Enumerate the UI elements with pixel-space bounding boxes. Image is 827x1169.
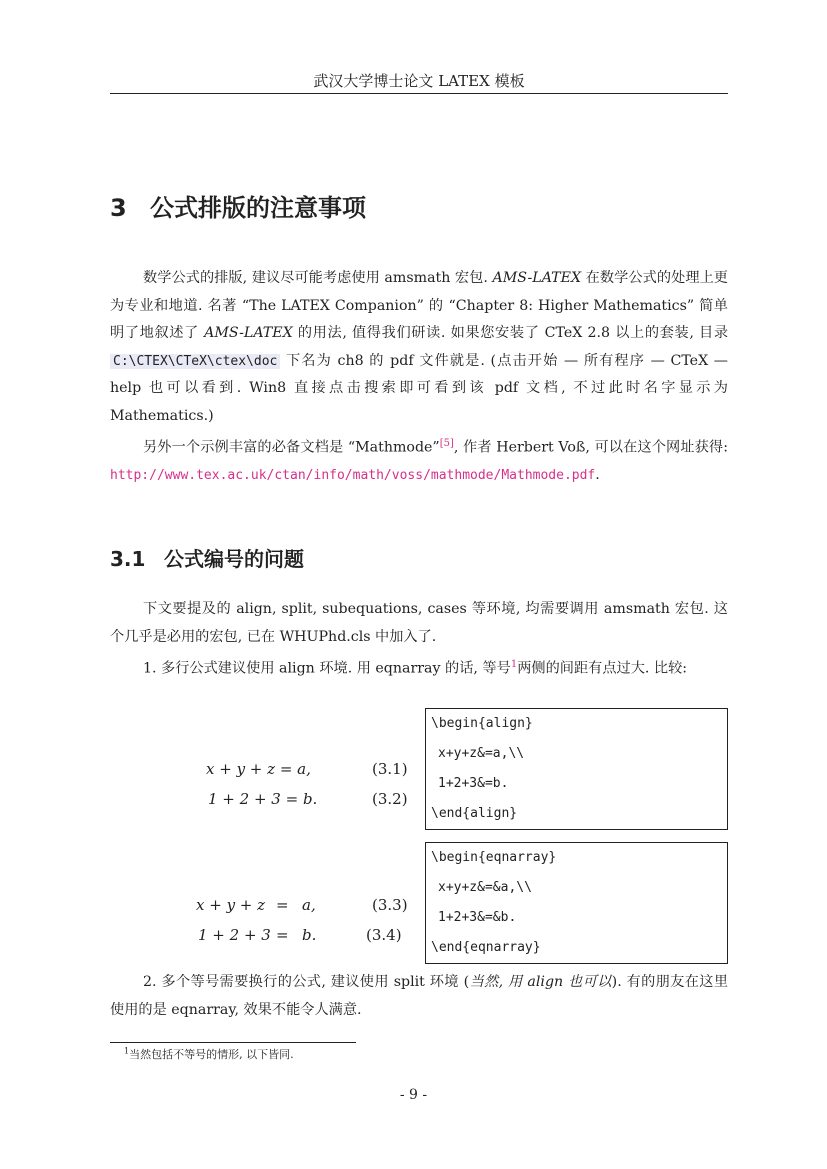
footnote bbox=[124, 1046, 294, 1062]
emphasis-text: 当然, 用 align 也可以 bbox=[469, 974, 612, 990]
equation-number: (3.3) bbox=[372, 896, 408, 914]
ams-latex-logo: AMS-LATEX bbox=[492, 270, 582, 286]
paragraph: 2. 多个等号需要换行的公式, 建议使用 split 环境 (当然, 用 align 也可以). 有的朋友在这里使用的是 eqnarray, 效果不能令人满意. bbox=[110, 974, 729, 1018]
code-line: 1+2+3&=&b. bbox=[438, 910, 517, 925]
footnote-rule bbox=[110, 1042, 356, 1043]
code-line: \end{eqnarray} bbox=[431, 940, 541, 955]
subsection-number: 3.1 bbox=[110, 547, 146, 571]
equation-3-3-rhs: a, bbox=[302, 896, 316, 914]
eqnarray-code-box bbox=[425, 842, 728, 964]
equation-3-2: 1 + 2 + 3 = b. bbox=[208, 790, 318, 808]
code-line: \begin{eqnarray} bbox=[431, 850, 557, 865]
intro-text bbox=[110, 265, 728, 490]
equation-relation: = bbox=[276, 896, 289, 914]
code-line: \begin{align} bbox=[431, 716, 533, 731]
closing-text bbox=[110, 969, 728, 1024]
equation-3-4-lhs: 1 + 2 + 3 bbox=[198, 926, 271, 944]
footnote-ref[interactable]: 1 bbox=[510, 659, 518, 670]
paragraph: 另外一个示例丰富的必备文档是 “Mathmode”[5], 作者 Herbert Voß, 可以在这个网址获得: http://www.tex.ac.uk/ctan/info/math/voss/mathmode/Mathmode.pdf. bbox=[110, 438, 728, 484]
equation-number: (3.1) bbox=[372, 760, 408, 778]
section-title: 公式排版的注意事项 bbox=[150, 194, 366, 222]
section-number: 3 bbox=[110, 194, 127, 222]
page-number: - 9 - bbox=[399, 1087, 428, 1103]
ams-latex-logo: AMS-LATEX bbox=[204, 325, 293, 341]
subsection-title: 公式编号的问题 bbox=[164, 547, 304, 571]
footnote-mark: 1 bbox=[124, 1046, 130, 1056]
mathmode-url-link[interactable]: http://www.tex.ac.uk/ctan/info/math/voss/mathmode/Mathmode.pdf bbox=[110, 468, 596, 484]
equation-number: (3.4) bbox=[366, 926, 402, 944]
doc-path: C:\CTEX\CTeX\ctex\doc bbox=[110, 354, 280, 369]
paragraph: 下文要提及的 align, split, subequations, cases 等环境, 均需要调用 amsmath 宏包. 这个几乎是必用的宏包, 已在 WHUPhd.cls 中加入了. bbox=[110, 601, 728, 645]
subsection-heading bbox=[110, 543, 304, 572]
equation-3-4-rhs: b. bbox=[302, 926, 317, 944]
equation-3-3-lhs: x + y + z bbox=[196, 896, 266, 914]
header-rule bbox=[110, 93, 728, 94]
running-header: 武汉大学博士论文 LATEX 模板 bbox=[313, 72, 525, 90]
citation-link[interactable]: [5] bbox=[439, 438, 454, 449]
equation-relation: = bbox=[276, 926, 289, 944]
equation-number: (3.2) bbox=[372, 790, 408, 808]
code-line: x+y+z&=&a,\\ bbox=[438, 880, 532, 895]
footnote-text: 当然包括不等号的情形, 以下皆同. bbox=[129, 1048, 294, 1061]
section-heading bbox=[110, 188, 366, 223]
code-line: \end{align} bbox=[431, 806, 518, 821]
paragraph: 1. 多行公式建议使用 align 环境. 用 eqnarray 的话, 等号$^1$两侧的间距有点过大. 比较: bbox=[143, 659, 688, 677]
equation-3-1: x + y + z = a, bbox=[206, 760, 311, 778]
code-line: 1+2+3&=b. bbox=[438, 776, 509, 791]
subsection-text bbox=[110, 596, 728, 683]
align-code-box bbox=[425, 708, 728, 830]
paragraph: 数学公式的排版, 建议尽可能考虑使用 amsmath 宏包. AMS-LATEX 在数学公式的处理上更为专业和地道. 名著 “The LATEX Companion” 的 “Chapter 8: Higher Mathematics” 简单明了地叙述了 AMS-LATEX 的用法, 值得我们研读. 如果您安装了 CTeX 2.8 以上的套装, 目录 C:\CTEX\CTeX\ctex\doc 下名为 ch8 的 pdf 文件就是. (点击开始 — 所有程序 — CTeX — help 也可以看到. Win8 直接点击搜索即可看到该 pdf 文档, 不过此时名字显示为 Mathematics.) bbox=[110, 270, 729, 424]
code-line: x+y+z&=a,\\ bbox=[438, 746, 525, 761]
